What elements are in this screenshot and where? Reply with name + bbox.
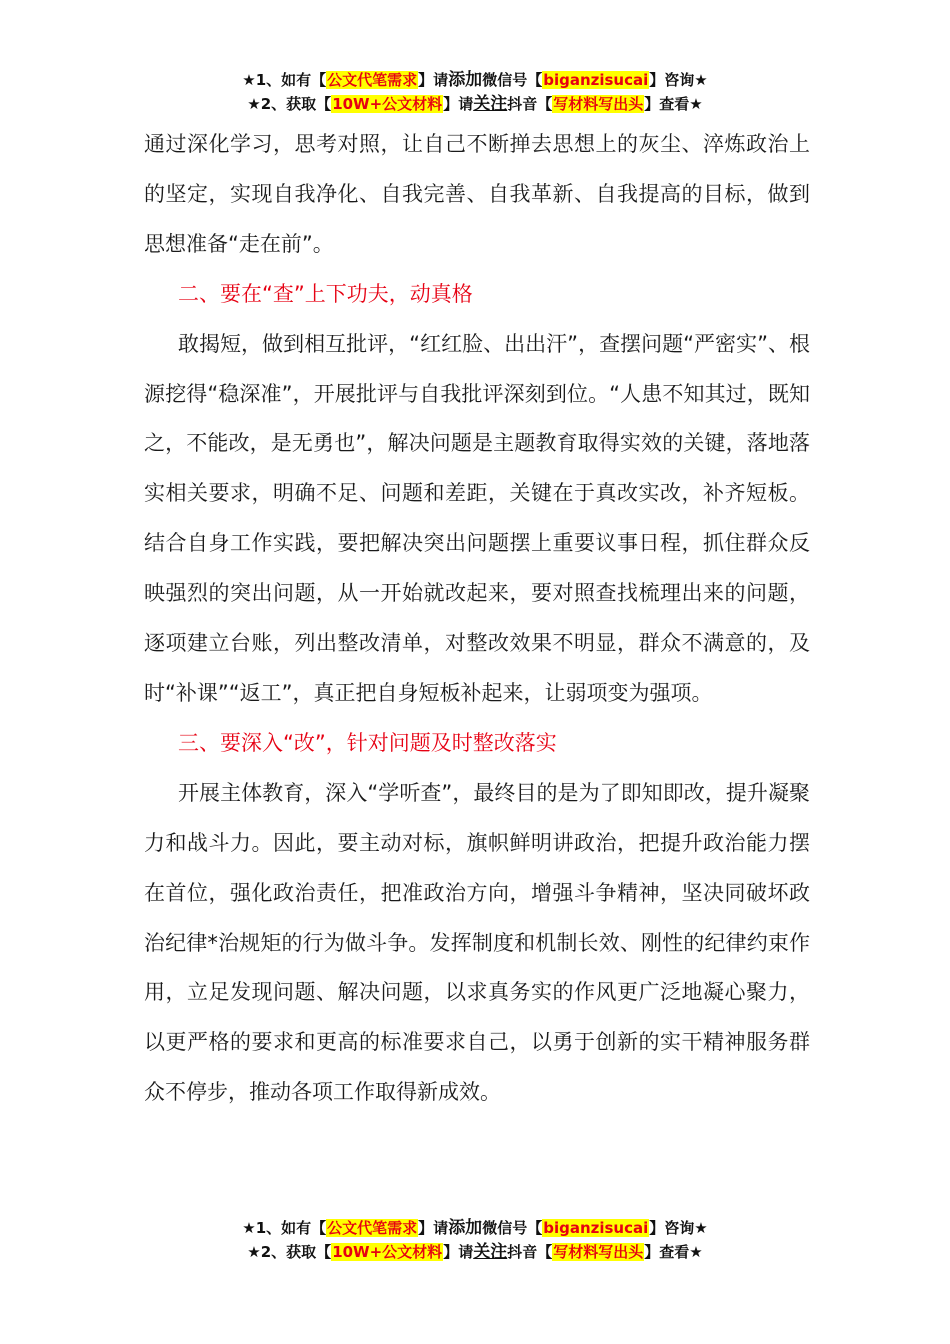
footer-highlight-service: 公文代笔需求: [327, 1219, 418, 1237]
footer-highlight-materials: 10W+公文材料: [332, 1243, 443, 1261]
section-heading-2: 二、要在“查”上下功夫，动真格: [178, 281, 473, 306]
highlight-douyin: 写材料写出头: [553, 95, 644, 113]
header-banner: [0, 68, 950, 116]
footer-highlight-wechat-id: biganzisucai: [543, 1219, 649, 1237]
footer-line-2: ★2、获取【10W+公文材料】请关注抖音【写材料写出头】查看★: [247, 1242, 703, 1262]
paragraph-1: 通过深化学习，思考对照，让自己不断掸去思想上的灰尘、淬炼政治上的坚定，实现自我净化、自我完善、自我革新、自我提高的目标，做到思想准备“走在前”。: [144, 132, 810, 256]
footer-line-1: ★1、如有【公文代笔需求】请添加微信号【biganzisucai】咨询★: [242, 1218, 708, 1238]
footer-highlight-douyin: 写材料写出头: [553, 1243, 644, 1261]
document-body: [144, 120, 810, 1118]
highlight-wechat-id: biganzisucai: [543, 71, 649, 89]
section-heading-3: 三、要深入“改”，针对问题及时整改落实: [178, 730, 557, 755]
footer-banner: [0, 1216, 950, 1264]
paragraph-2: 敢揭短，做到相互批评，“红红脸、出出汗”，查摆问题“严密实”、根源挖得“稳深准”，开展批评与自我批评深刻到位。“人患不知其过，既知之，不能改，是无勇也”，解决问题是主题教育取得实效的关键，落地落实相关要求，明确不足、问题和差距，关键在于真改实改，补齐短板。结合自身工作实践，要把解决突出问题摆上重要议事日程，抓住群众反映强烈的突出问题，从一开始就改起来，要对照查找梳理出来的问题，逐项建立台账，列出整改清单，对整改效果不明显，群众不满意的，及时“补课”“返工”，真正把自身短板补起来，让弱项变为强项。: [144, 331, 810, 705]
highlight-materials: 10W+公文材料: [332, 95, 443, 113]
paragraph-3: 开展主体教育，深入“学听查”，最终目的是为了即知即改，提升凝聚力和战斗力。因此，要主动对标，旗帜鲜明讲政治，把提升政治能力摆在首位，强化政治责任，把准政治方向，增强斗争精神，坚决同破坏政治纪律*治规矩的行为做斗争。发挥制度和机制长效、刚性的纪律约束作用，立足发现问题、解决问题，以求真务实的作风更广泛地凝心聚力，以更严格的要求和更高的标准要求自己，以勇于创新的实干精神服务群众不停步，推动各项工作取得新成效。: [144, 780, 810, 1105]
highlight-service: 公文代笔需求: [327, 71, 418, 89]
banner-line-1: ★1、如有【公文代笔需求】请添加微信号【biganzisucai】咨询★: [242, 70, 708, 90]
banner-line-2: ★2、获取【10W+公文材料】请关注抖音【写材料写出头】查看★: [247, 94, 703, 114]
